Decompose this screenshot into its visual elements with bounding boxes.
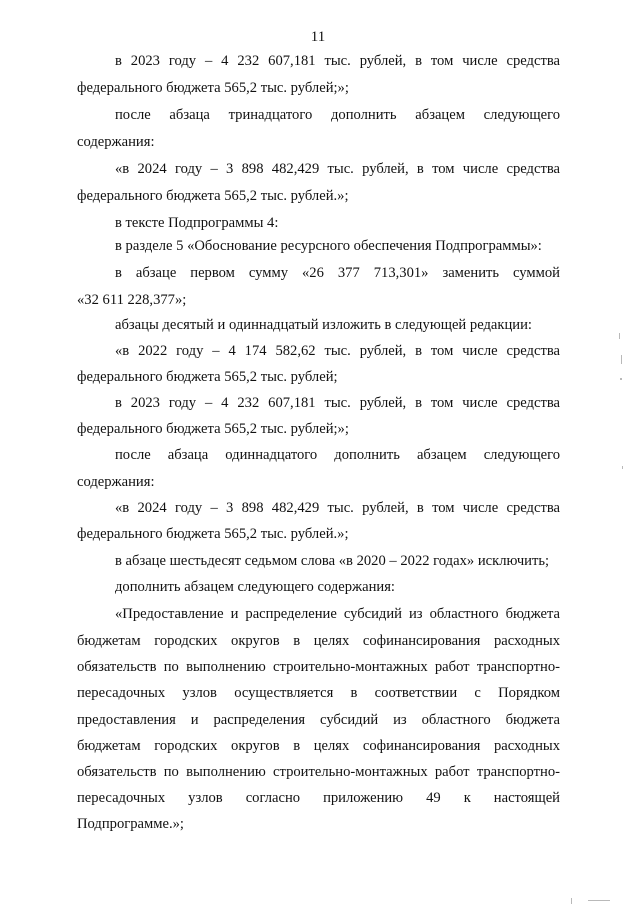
scan-mark [571, 898, 572, 904]
scan-mark [588, 900, 610, 901]
text-line: в 2023 году – 4 232 607,181 тыс. рублей, в том числе средства [115, 53, 560, 69]
text-line: в абзаце первом сумму «26 377 713,301» заменить суммой [115, 265, 560, 281]
text-line: обязательств по выполнению строительно-монтажных работ транспортно- [77, 659, 560, 675]
text-line: в разделе 5 «Обоснование ресурсного обеспечения Подпрограммы»: [115, 238, 542, 254]
text-line: федерального бюджета 565,2 тыс. рублей;»; [77, 80, 349, 96]
scan-mark [621, 355, 622, 364]
text-line: федерального бюджета 565,2 тыс. рублей.»; [77, 526, 349, 542]
scan-mark [622, 466, 623, 469]
text-line: в абзаце шестьдесят седьмом слова «в 2020 – 2022 годах» исключить; [115, 553, 550, 569]
text-line: содержания: [77, 474, 155, 490]
scan-mark [620, 378, 622, 380]
text-line: федерального бюджета 565,2 тыс. рублей;»; [77, 421, 349, 437]
text-line: федерального бюджета 565,2 тыс. рублей; [77, 369, 338, 385]
text-line: Подпрограмме.»; [77, 816, 184, 832]
text-line: после абзаца тринадцатого дополнить абзацем следующего [115, 107, 560, 123]
text-line: содержания: [77, 134, 155, 150]
page-number: 11 [310, 29, 326, 45]
text-line: «Предоставление и распределение субсидий из областного бюджета [115, 606, 560, 622]
text-line: «32 611 228,377»; [77, 292, 187, 308]
text-line: дополнить абзацем следующего содержания: [115, 579, 395, 595]
text-line: обязательств по выполнению строительно-монтажных работ транспортно- [77, 764, 560, 780]
scan-mark [619, 333, 620, 339]
text-line: пересадочных узлов согласно приложению 49 к настоящей [77, 790, 560, 806]
text-line: бюджетам городских округов в целях софинансирования расходных [77, 633, 560, 649]
text-line: абзацы десятый и одиннадцатый изложить в следующей редакции: [115, 317, 532, 333]
text-line: после абзаца одиннадцатого дополнить абзацем следующего [115, 447, 560, 463]
text-line: «в 2024 году – 3 898 482,429 тыс. рублей, в том числе средства [115, 161, 560, 177]
text-line: федерального бюджета 565,2 тыс. рублей.»; [77, 188, 349, 204]
text-line: в тексте Подпрограммы 4: [115, 215, 279, 231]
text-line: «в 2022 году – 4 174 582,62 тыс. рублей, в том числе средства [115, 343, 560, 359]
text-line: пересадочных узлов осуществляется в соответствии с Порядком [77, 685, 560, 701]
text-line: «в 2024 году – 3 898 482,429 тыс. рублей, в том числе средства [115, 500, 560, 516]
text-line: предоставления и распределения субсидий из областного бюджета [77, 712, 560, 728]
text-line: в 2023 году – 4 232 607,181 тыс. рублей, в том числе средства [115, 395, 560, 411]
text-line: бюджетам городских округов в целях софинансирования расходных [77, 738, 560, 754]
